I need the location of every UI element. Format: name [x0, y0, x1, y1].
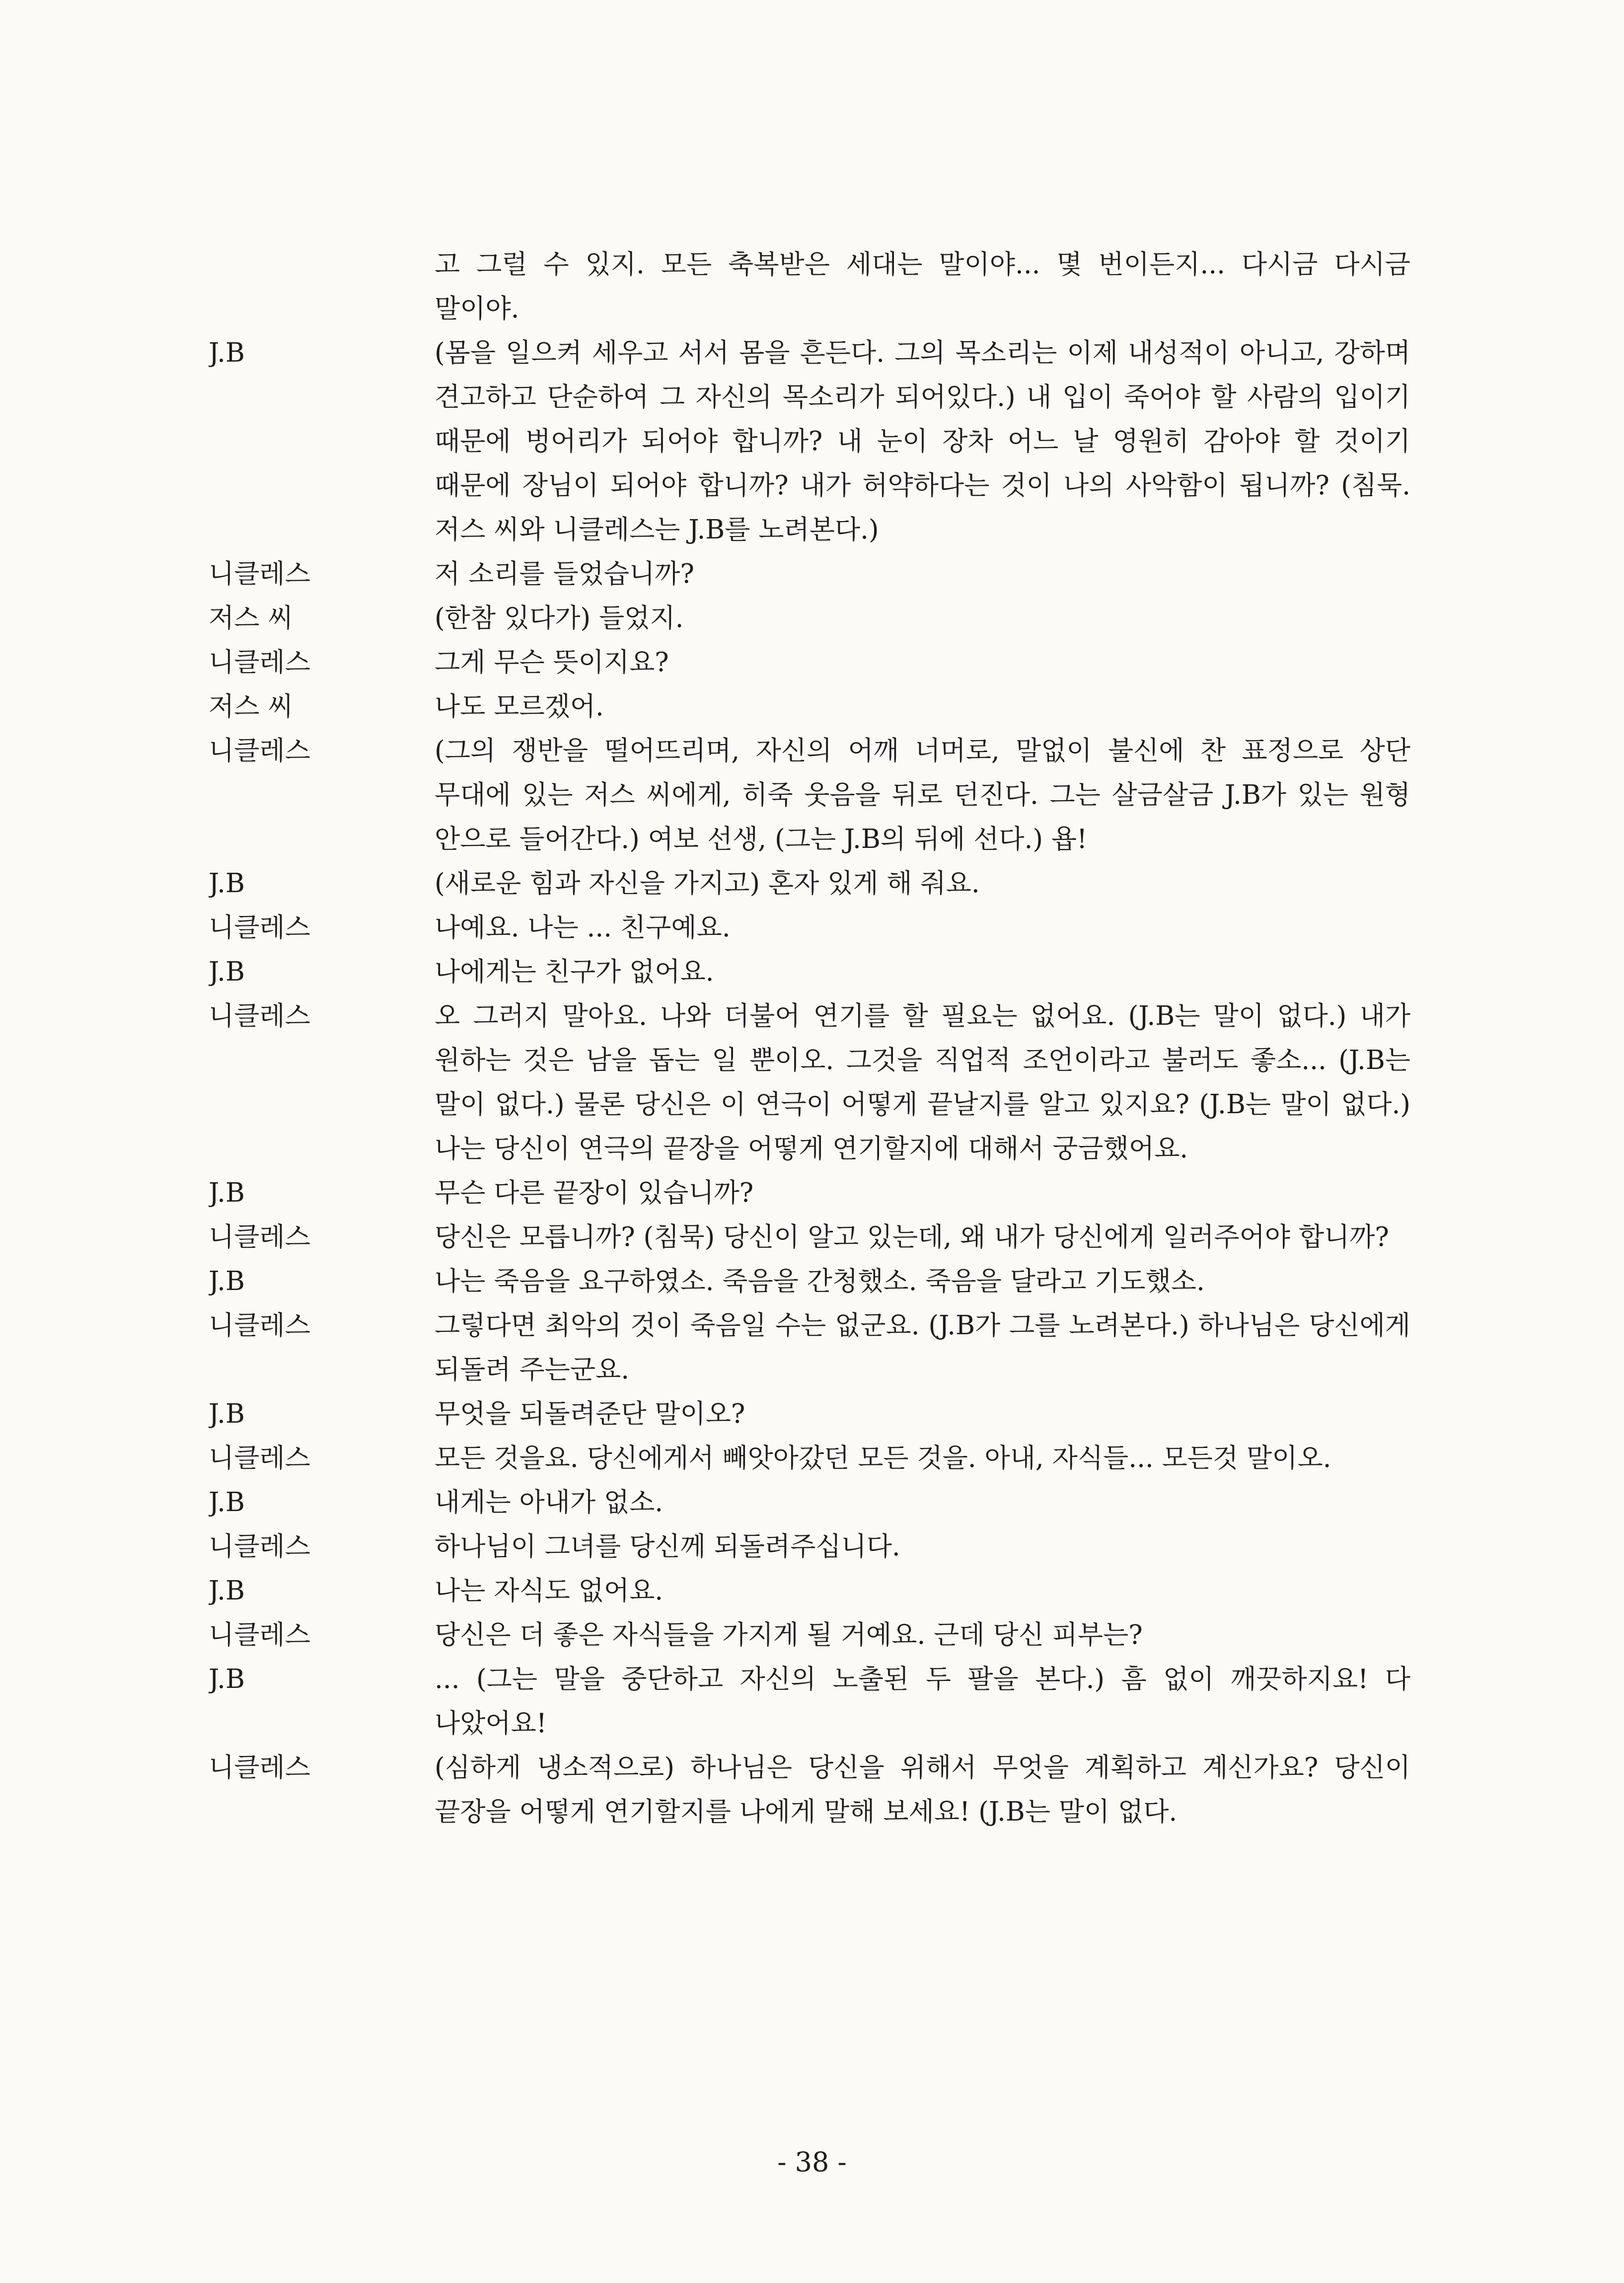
- dialogue-line: [209, 1392, 1410, 1436]
- speaker-name: J.B: [209, 1487, 245, 1518]
- dialogue-line: [209, 1436, 1410, 1480]
- dialogue-line: [209, 1613, 1410, 1657]
- dialogue-text: (그의 쟁반을 떨어뜨리며, 자신의 어깨 너머로, 말없이 불신에 찬 표정으로 상단 무대에 있는 저스 씨에게, 히죽 웃음을 뒤로 던진다. 그는 살금살금 J.B가 있는 원형 안으로 들어간다.) 여보 선생, (그는 J.B의 뒤에 선다.) 욥!: [435, 736, 1410, 854]
- dialogue-text: 하나님이 그녀를 당신께 되돌려주십니다.: [435, 1531, 900, 1562]
- dialogue-line: [209, 1215, 1410, 1259]
- dialogue-text: 고 그럴 수 있지. 모든 축복받은 세대는 말이야... 몇 번이든지... 다시금 다시금 말이야.: [435, 249, 1410, 324]
- speaker-name: J.B: [209, 338, 245, 368]
- dialogue-line: [209, 1303, 1410, 1392]
- dialogue-line: [209, 1524, 1410, 1569]
- dialogue-text: (심하게 냉소적으로) 하나님은 당신을 위해서 무엇을 계획하고 계신가요? 당신이 끝장을 어떻게 연기할지를 나에게 말해 보세요! (J.B는 말이 없다.: [435, 1752, 1410, 1827]
- dialogue-text: 나예요. 나는 ... 친구예요.: [435, 913, 731, 943]
- dialogue-text: 나는 자식도 없어요.: [435, 1576, 664, 1606]
- dialogue-text: 당신은 모릅니까? (침묵) 당신이 알고 있는데, 왜 내가 당신에게 일러주어야 합니까?: [435, 1222, 1389, 1252]
- speaker-name: J.B: [209, 1178, 245, 1208]
- speaker-name: 니클레스: [209, 647, 310, 678]
- dialogue-text: 오 그러지 말아요. 나와 더불어 연기를 할 필요는 없어요. (J.B는 말이 없다.) 내가 원하는 것은 남을 돕는 일 뿐이오. 그것을 직업적 조언이라고 불러도 좋소... (J.B는 말이 없다.) 물론 당신은 이 연극이 어떻게 끝날지를 알고 있지요? (J.B는 말이 없다.) 나는 당신이 연극의 끝장을 어떻게 연기할지에 대해서 궁금했어요.: [435, 1001, 1410, 1164]
- dialogue-text: (몸을 일으켜 세우고 서서 몸을 흔든다. 그의 목소리는 이제 내성적이 아니고, 강하며 견고하고 단순하여 그 자신의 목소리가 되어있다.) 내 입이 죽어야 할 사람의 입이기 때문에 벙어리가 되어야 합니까? 내 눈이 장차 어느 날 영원히 감아야 할 것이기 때문에 장님이 되어야 합니까? 내가 허약하다는 것이 나의 사악함이 됩니까? (침묵. 저스 씨와 니클레스는 J.B를 노려본다.): [435, 338, 1410, 545]
- dialogue-line: [209, 242, 1410, 331]
- dialogue-text: 무슨 다른 끝장이 있습니까?: [435, 1178, 754, 1208]
- speaker-name: 니클레스: [209, 1752, 310, 1783]
- dialogue-text: 그게 무슨 뜻이지요?: [435, 647, 669, 678]
- dialogue-text: (한참 있다가) 들었지.: [435, 603, 684, 633]
- speaker-name: 니클레스: [209, 913, 310, 943]
- dialogue-line: [209, 950, 1410, 994]
- speaker-name: J.B: [209, 868, 245, 899]
- dialogue-line: [209, 596, 1410, 640]
- speaker-name: 니클레스: [209, 1620, 310, 1650]
- dialogue-text: 나는 죽음을 요구하였소. 죽음을 간청했소. 죽음을 달라고 기도했소.: [435, 1266, 1205, 1296]
- speaker-name: 니클레스: [209, 1531, 310, 1562]
- dialogue-line: [209, 1480, 1410, 1524]
- dialogue-text: ... (그는 말을 중단하고 자신의 노출된 두 팔을 본다.) 흠 없이 깨끗하지요! 다 나았어요!: [435, 1664, 1410, 1739]
- dialogue-line: [209, 552, 1410, 596]
- speaker-name: J.B: [209, 1399, 245, 1429]
- dialogue-text: (새로운 힘과 자신을 가지고) 혼자 있게 해 줘요.: [435, 868, 980, 899]
- dialogue-block: [209, 242, 1410, 1834]
- speaker-name: 저스 씨: [209, 603, 294, 633]
- dialogue-text: 그렇다면 최악의 것이 죽음일 수는 없군요. (J.B가 그를 노려본다.) 하나님은 당신에게 되돌려 주는군요.: [435, 1310, 1410, 1385]
- speaker-name: 니클레스: [209, 736, 310, 766]
- dialogue-line: [209, 1746, 1410, 1834]
- speaker-name: 니클레스: [209, 1310, 310, 1341]
- speaker-name: 저스 씨: [209, 691, 294, 722]
- dialogue-line: [209, 640, 1410, 685]
- dialogue-line: [209, 1259, 1410, 1303]
- dialogue-text: 나도 모르겠어.: [435, 691, 604, 722]
- speaker-name: J.B: [209, 1664, 245, 1694]
- dialogue-line: [209, 1657, 1410, 1746]
- speaker-name: J.B: [209, 1266, 245, 1296]
- speaker-name: 니클레스: [209, 1443, 310, 1473]
- speaker-name: 니클레스: [209, 1222, 310, 1252]
- dialogue-text: 내게는 아내가 없소.: [435, 1487, 664, 1518]
- page-number: - 38 -: [777, 2146, 847, 2178]
- dialogue-line: [209, 1171, 1410, 1215]
- dialogue-line: [209, 994, 1410, 1171]
- dialogue-line: [209, 1569, 1410, 1613]
- dialogue-text: 저 소리를 들었습니까?: [435, 559, 694, 589]
- speaker-name: 니클레스: [209, 559, 310, 589]
- dialogue-text: 나에게는 친구가 없어요.: [435, 957, 714, 987]
- dialogue-text: 모든 것을요. 당신에게서 빼앗아갔던 모든 것을. 아내, 자식들... 모든것 말이오.: [435, 1443, 1331, 1473]
- dialogue-line: [209, 906, 1410, 950]
- speaker-name: J.B: [209, 957, 245, 987]
- dialogue-text: 무엇을 되돌려준단 말이오?: [435, 1399, 745, 1429]
- dialogue-line: [209, 685, 1410, 729]
- dialogue-line: [209, 331, 1410, 552]
- speaker-name: 니클레스: [209, 1001, 310, 1031]
- dialogue-text: 당신은 더 좋은 자식들을 가지게 될 거예요. 근데 당신 피부는?: [435, 1620, 1143, 1650]
- speaker-name: J.B: [209, 1576, 245, 1606]
- dialogue-line: [209, 729, 1410, 861]
- dialogue-line: [209, 861, 1410, 906]
